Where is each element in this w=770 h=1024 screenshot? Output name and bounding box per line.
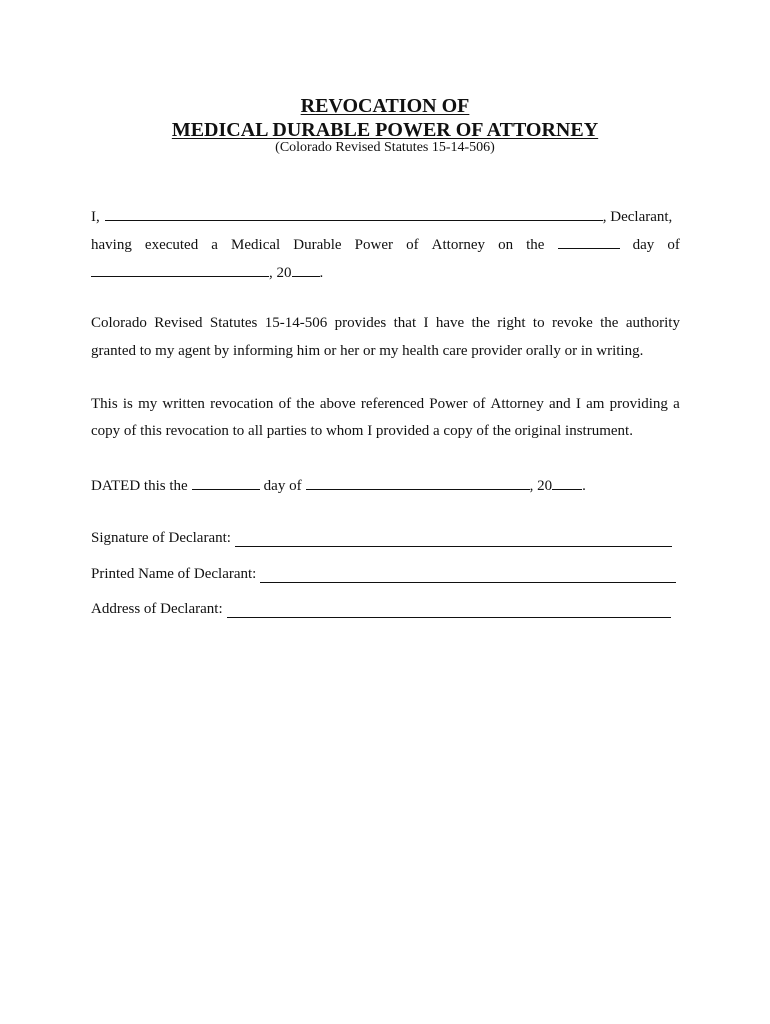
paragraph-word: written — [162, 396, 205, 412]
dated-line — [91, 475, 680, 495]
executed-word: on — [498, 237, 514, 253]
paragraph-2-line-1 — [91, 395, 680, 413]
paragraph-word: am — [586, 396, 605, 412]
paragraph-1-line-1 — [91, 314, 680, 332]
address-field[interactable] — [227, 603, 671, 618]
address-label: Address of Declarant: — [91, 601, 223, 617]
execution-month-blank[interactable] — [91, 262, 269, 277]
executed-word: executed — [144, 237, 199, 253]
paragraph-word: that — [393, 315, 417, 331]
printed-name-label: Printed Name of Declarant: — [91, 566, 257, 582]
executed-word: Attorney — [431, 237, 485, 253]
declarant-name-blank[interactable] — [105, 206, 603, 221]
paragraph-word: Colorado — [91, 315, 147, 331]
printed-name-field[interactable] — [260, 568, 676, 583]
executed-word: a — [211, 237, 218, 253]
paragraph-word: Revised — [154, 315, 203, 331]
dated-prefix: DATED this the — [91, 478, 188, 494]
dated-end: . — [582, 478, 586, 494]
paragraph-word: referenced — [360, 396, 425, 412]
paragraph-word: a — [673, 396, 680, 412]
executed-word: day — [632, 237, 655, 253]
dated-month-blank[interactable] — [306, 475, 530, 490]
paragraph-word: I — [423, 315, 429, 331]
title-revocation-of: REVOCATION OF — [300, 95, 470, 117]
paragraph-word: revoke — [551, 315, 593, 331]
dated-year-prefix: , 20 — [529, 478, 553, 494]
paragraph-word: Statutes — [209, 315, 258, 331]
execution-year-blank[interactable] — [292, 262, 320, 277]
executed-word: Durable — [293, 237, 342, 253]
paragraph-word: the — [600, 315, 619, 331]
title-medical-durable-poa: MEDICAL DURABLE POWER OF ATTORNEY — [171, 119, 599, 141]
signature-row — [91, 529, 672, 547]
title-line-2 — [0, 119, 770, 141]
dated-year-blank[interactable] — [552, 475, 582, 490]
paragraph-word: I — [575, 396, 581, 412]
executed-word: of — [667, 237, 680, 253]
title-line-1 — [0, 95, 770, 117]
execution-year-end: . — [319, 265, 324, 281]
paragraph-1-line-2: granted to my agent by informing him or her or my health care provider orally or in writing. — [91, 343, 644, 359]
paragraph-word: providing — [609, 396, 668, 412]
paragraph-word: have — [435, 315, 465, 331]
paragraph-word: This — [91, 396, 118, 412]
paragraph-word: above — [319, 396, 356, 412]
paragraph-word: and — [549, 396, 571, 412]
paragraph-word: 15-14-506 — [264, 315, 328, 331]
paragraph-word: of — [278, 396, 292, 412]
paragraph-word: revocation — [210, 396, 274, 412]
executed-line — [91, 234, 680, 254]
declarant-prefix: I, — [91, 209, 100, 225]
declarant-suffix: , Declarant, — [602, 209, 673, 225]
executed-word: the — [526, 237, 545, 253]
statute-subtitle: (Colorado Revised Statutes 15-14-506) — [275, 140, 495, 155]
paragraph-word: the — [296, 396, 315, 412]
signature-field[interactable] — [235, 532, 672, 547]
paragraph-word: right — [497, 315, 526, 331]
execution-date-line — [91, 262, 680, 282]
paragraph-word: my — [138, 396, 158, 412]
paragraph-word: the — [471, 315, 490, 331]
executed-word: of — [406, 237, 419, 253]
printed-name-row — [91, 565, 676, 583]
dated-day-blank[interactable] — [192, 475, 260, 490]
paragraph-word: provides — [334, 315, 387, 331]
declarant-name-line — [91, 206, 680, 226]
executed-word: having — [91, 237, 132, 253]
executed-word: Medical — [231, 237, 281, 253]
paragraph-word: of — [472, 396, 486, 412]
paragraph-2-line-2: copy of this revocation to all parties to whom I provided a copy of the original instrument. — [91, 423, 633, 439]
execution-day-blank[interactable] — [558, 234, 620, 249]
paragraph-word: Attorney — [490, 396, 544, 412]
executed-word: Power — [354, 237, 393, 253]
paragraph-word: to — [532, 315, 545, 331]
execution-year-prefix: , 20 — [269, 265, 292, 281]
paragraph-word: authority — [625, 315, 680, 331]
signature-label: Signature of Declarant: — [91, 530, 231, 546]
address-row — [91, 600, 671, 618]
paragraph-word: is — [122, 396, 133, 412]
paragraph-word: Power — [429, 396, 468, 412]
dated-day-of: day of — [263, 478, 302, 494]
